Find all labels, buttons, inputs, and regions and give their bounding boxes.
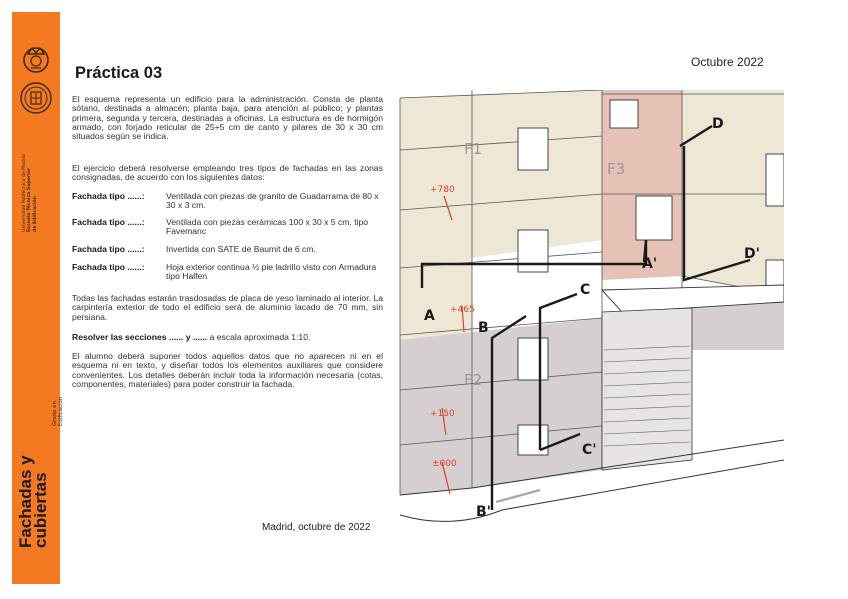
facade-type-desc: Invertida con SATE de Baumit de 6 cm. — [166, 244, 316, 254]
section-label: C' — [582, 442, 597, 458]
crown-seal-icon — [18, 40, 54, 76]
section-label: D — [712, 116, 724, 132]
zone-f1-wall — [400, 90, 602, 268]
lining-paragraph: Todas las fachadas estarán trasdosadas de placa de yeso laminado al interior. La carpintería exterior de todo el edificio será de aluminio lacado de 70 mm, sin persiana. — [72, 293, 383, 322]
resolver-rest: a escala aproximada 1:10. — [209, 332, 311, 342]
facade-type-label: Fachada tipo ......: — [72, 262, 145, 272]
resolver-bold: Resolver las secciones ...... y ...... — [72, 332, 208, 342]
signoff: Madrid, octubre de 2022 — [262, 522, 371, 533]
section-label: D' — [744, 246, 760, 262]
level-label: +150 — [430, 409, 455, 419]
section-label: C — [580, 282, 591, 298]
section-label: A — [424, 308, 435, 324]
zone-label: F3 — [607, 160, 626, 178]
facade-type-desc: Ventilada con piezas cerámicas 100 x 30 x 5 cm. tipo Favemanc — [166, 217, 369, 237]
section-label: B — [478, 320, 489, 336]
header-date: Octubre 2022 — [691, 55, 764, 69]
course-title: Fachadas y cubiertas — [16, 455, 50, 548]
facade-type-label: Fachada tipo ......: — [72, 191, 145, 201]
facade-type-desc: Hoja exterior continua ½ pie ladrillo visto con Armadura tipo Halfen — [166, 262, 377, 282]
level-label: +780 — [430, 185, 455, 195]
page-title: Práctica 03 — [75, 64, 163, 82]
degree-label: Grado en Edificación — [52, 396, 65, 426]
instructions-paragraph: El ejercicio deberá resolverse empleando tres tipos de fachadas en las zonas consignadas, de acuerdo con los siguientes datos: — [72, 163, 383, 183]
university-name: Universidad Politécnica de Madrid Escuela Técnica Superior de Edificación — [22, 154, 38, 232]
section-label: A' — [642, 256, 658, 272]
level-label: +465 — [450, 305, 475, 315]
level-label: ±000 — [432, 459, 457, 469]
zone-label: F2 — [464, 371, 483, 389]
university-seal-icon — [18, 80, 54, 116]
facade-type-label: Fachada tipo ......: — [72, 244, 145, 254]
facade-type-desc: Ventilada con piezas de granito de Guadarrama de 80 x 30 x 3 cm. — [166, 191, 379, 211]
description-paragraph: El esquema representa un edificio para la administración. Consta de planta sótano, destinada a almacén; planta baja, para atención al público; y plantas primera, segunda y tercera, destinadas a oficinas. La estructura es de hormigón armado, con forjado reticular de 25+5 cm de canto y pilares de 30 x 30 cm situados según se indica. — [72, 94, 383, 142]
section-label: B' — [476, 504, 491, 520]
zone-label: F1 — [464, 140, 483, 158]
student-paragraph: El alumno deberá suponer todos aquellos datos que no aparecen ni en el esquema ni en texto, y diseñar todos los elementos auxiliares que considere convenientes. Los detalles deberán incluir toda la información necesaria (cotas, componentes, materiales) para poder construir la fachada. — [72, 351, 383, 389]
facade-type-label: Fachada tipo ......: — [72, 217, 145, 227]
resolver-line — [72, 332, 310, 342]
building-sketch — [392, 90, 784, 542]
